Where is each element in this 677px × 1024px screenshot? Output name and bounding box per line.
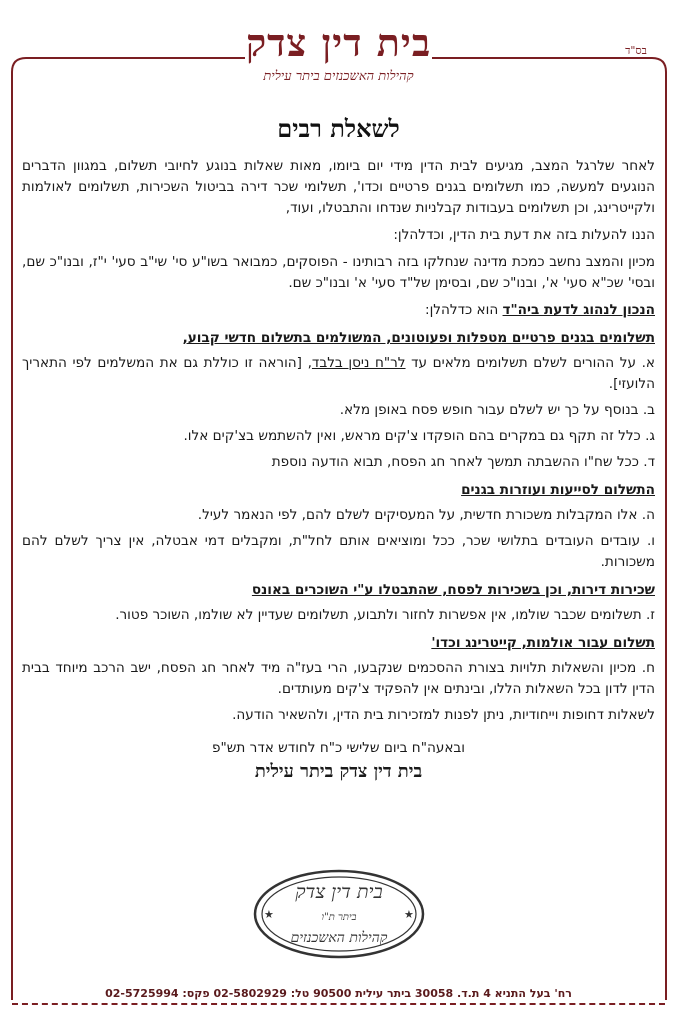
section-title: התשלום לסייעות ועוזרות בגנים [461,482,655,498]
section-item: ז. תשלומים שכבר שולמו, אין אפשרות לחזור ולתבוע, תשלומים שעדיין לא שולמו, השוכר פטור. [115,607,655,623]
footer-contact: רח' בעל התניא 4 ת.ד. 30058 ביתר עילית 90500 טל: 02-5802929 פקס: 02-5725994 [105,987,572,1000]
section-item: ד. ככל שח"ו ההשבתה תמשך לאחר חג הפסח, תבוא הודעה נוספת [271,454,655,470]
court-stamp [252,868,426,960]
signer-name: בית דין צדק ביתר עילית [254,761,423,782]
section-item [22,353,655,395]
section-title: תשלומים בגנים פרטיים מטפלות ופעוטונים, המשולמים בתשלום חדשי קבוע, [182,330,655,346]
star-icon: ★ [264,908,274,921]
bsd-mark: בס"ד [625,44,647,57]
footer-divider [12,1003,665,1005]
intro-paragraph: מכיון והמצב נחשב כמכת מדינה שנחלקו בזה רבותינו - הפוסקים, כמבואר בשו"ע סי' שי"ב סעי' י"ז, ובנו"כ שם, ובסי' שכ"א סעי' א', ובנו"כ שם, ובסימן של"ד סעי' א' ובנו"כ שם. [22,254,655,291]
section-item: ה. אלו המקבלות משכורת חדשית, על המעסיקים לשלם להם, לפי הנאמר לעיל. [197,507,655,523]
section-item: ו. עובדים העובדים בתלושי שכר, ככל ומוציאים אותם לחל"ת, ומקבלים דמי אבטלה, אין צריך לשלם להם משכורות. [22,533,655,570]
closing-note: לשאלות דחופות וייחודיות, ניתן לפנות למזכירות בית הדין, ולהשאיר הודעה. [232,707,655,723]
date-line: ובאעה"ח ביום שלישי כ"ח לחודש אדר תש"פ [212,740,465,756]
section-title: שכירות דירות, וכן בשכירות לפסח, שהתבטלו ע"י השוכרים באונס [251,582,655,598]
document-body [22,112,655,782]
ruling-underlined: הנכון לנהוג לדעת ביה"ד [502,302,655,318]
letterhead-subtitle: קהילות האשכנזים ביתר עילית [263,69,414,84]
item-underlined: לר"ח ניסן בלבד [311,355,406,371]
svg-text:בית דין צדק: בית דין צדק [295,881,383,903]
item-text-after: , [הוראה זו כוללת גם את המשלמים לפי התאריך הלועזי]. [22,355,655,392]
section-item: ב. בנוסף על כך יש לשלם עבור חופש פסח באופן מלא. [339,402,655,418]
svg-text:ביתר ת"ו: ביתר ת"ו [321,912,357,923]
svg-text:קהילות האשכנזים: קהילות האשכנזים [290,930,388,946]
section-title: תשלום עבור אולמות, קייטרינג וכדו' [431,635,655,651]
document-heading: לשאלת רבים [277,114,400,143]
letterhead-title: בית דין צדק [245,20,432,65]
intro-paragraph: לאחר שלרגל המצב, מגיעים לבית הדין מידי יום ביומו, מאות שאלות בנוגע לחיובי תשלום, במגוון הדברים הנוגעים למעשה, כמו תשלומים בגנים פרטיים וכדו', תשלומי שכר דירה בביטול השכירות, תשלומים לאולמות ולקייטרינג, וכן תשלומים בעבודות קבלניות שנדחו והתבטלו, ועוד, [22,158,655,216]
ruling-line [22,300,655,321]
section-item: ח. מכיון והשאלות תלויות בצורת ההסכמים שנקבעו, הרי בעז"ה מיד לאחר חג הפסח, ישב הרכב מיוחד בבית הדין לדון בכל השאלות הללו, ובינתים אין להפקיד צ'קים מעותדים. [22,660,655,697]
intro-paragraph: הננו להעלות בזה את דעת בית הדין, וכדלהלן: [393,227,655,243]
item-text: א. על ההורים לשלם תשלומים מלאים עד [405,355,655,371]
section-item: ג. כלל זה תקף גם במקרים בהם הופקדו צ'קים מראש, ואין להשתמש בצ'קים אלו. [183,428,655,444]
star-icon: ★ [404,908,414,921]
ruling-rest: הוא כדלהלן: [425,302,503,318]
